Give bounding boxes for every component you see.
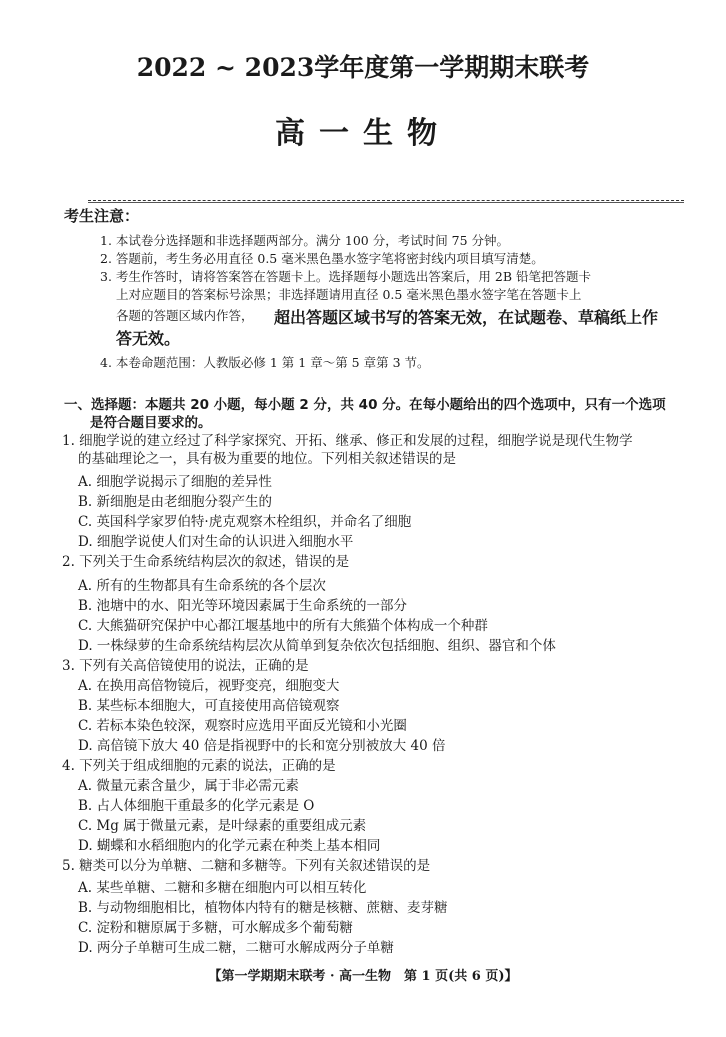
question-stem: 3. 下列有关高倍镜使用的说法，正确的是 [62,658,309,674]
question-option: B. 池塘中的水、阳光等环境因素属于生命系统的一部分 [78,598,408,614]
notice-warning-end: 答无效。 [116,329,181,348]
page-footer: 【第一学期期末联考 · 高一生物 第 1 页(共 6 页)】 [208,969,518,984]
question-stem: 4. 下列关于组成细胞的元素的说法，正确的是 [62,758,336,774]
question-option: A. 在换用高倍物镜后，视野变亮，细胞变大 [78,678,340,694]
question-option: B. 占人体细胞干重最多的化学元素是 O [78,798,315,814]
notice-item: 各题的答题区域内作答， [116,308,254,323]
question-stem: 5. 糖类可以分为单糖、二糖和多糖等。下列有关叙述错误的是 [62,858,431,874]
section-heading: 一、选择题：本题共 20 小题，每小题 2 分，共 40 分。在每小题给出的四个选项中，只有一个选项 [64,397,666,413]
question-option: C. 大熊猫研究保护中心都江堰基地中的所有大熊猫个体构成一个种群 [78,618,488,634]
question-option: B. 某些标本细胞大，可直接使用高倍镜观察 [78,698,340,714]
question-option: A. 细胞学说揭示了细胞的差异性 [78,474,272,490]
question-stem: 2. 下列关于生命系统结构层次的叙述，错误的是 [62,554,350,570]
notice-item: 上对应题目的答案标号涂黑；非选择题请用直径 0.5 毫米黑色墨水签字笔在答题卡上 [116,287,582,302]
section-heading-cont: 是符合题目要求的。 [90,415,212,431]
exam-subject: 高一生物 [275,116,451,151]
question-option: D. 高倍镜下放大 40 倍是指视野中的长和宽分别被放大 40 倍 [78,738,446,754]
question-option: B. 新细胞是由老细胞分裂产生的 [78,494,273,510]
seal-line-dashed [88,200,684,201]
question-option: A. 某些单糖、二糖和多糖在细胞内可以相互转化 [78,880,367,896]
question-stem: 的基础理论之一，具有极为重要的地位。下列相关叙述错误的是 [78,451,456,467]
notice-item: 3. 考生作答时，请将答案答在答题卡上。选择题每小题选出答案后，用 2B 铅笔把答题卡 [100,269,591,284]
question-option: B. 与动物细胞相比，植物体内特有的糖是核糖、蔗糖、麦芽糖 [78,900,448,916]
notice-heading: 考生注意： [64,207,140,225]
question-option: C. Mg 属于微量元素，是叶绿素的重要组成元素 [78,818,367,834]
question-option: C. 若标本染色较深，观察时应选用平面反光镜和小光圈 [78,718,407,734]
notice-warning: 超出答题区域书写的答案无效，在试题卷、草稿纸上作 [274,308,659,327]
question-option: D. 两分子单糖可生成二糖，二糖可水解成两分子单糖 [78,940,394,956]
question-option: C. 淀粉和糖原属于多糖，可水解成多个葡萄糖 [78,920,353,936]
question-option: D. 细胞学说使人们对生命的认识进入细胞水平 [78,534,354,550]
seal-line [88,202,684,203]
question-option: A. 所有的生物都具有生命系统的各个层次 [78,578,326,594]
question-option: A. 微量元素含量少，属于非必需元素 [78,778,299,794]
question-option: C. 英国科学家罗伯特·虎克观察木栓组织，并命名了细胞 [78,514,412,530]
question-option: D. 一株绿萝的生命系统结构层次从简单到复杂依次包括细胞、组织、器官和个体 [78,638,556,654]
notice-item: 1. 本试卷分选择题和非选择题两部分。满分 100 分，考试时间 75 分钟。 [100,233,510,248]
notice-item: 2. 答题前，考生务必用直径 0.5 毫米黑色墨水签字笔将密封线内项目填写清楚。 [100,251,544,266]
question-option: D. 蝴蝶和水稻细胞内的化学元素在种类上基本相同 [78,838,381,854]
question-stem: 1. 细胞学说的建立经过了科学家探究、开拓、继承、修正和发展的过程，细胞学说是现代生物学 [62,433,633,449]
exam-title: 2022 ~ 2023学年度第一学期期末联考 [136,53,590,82]
notice-item: 4. 本卷命题范围：人教版必修 1 第 1 章～第 5 章第 3 节。 [100,355,430,370]
